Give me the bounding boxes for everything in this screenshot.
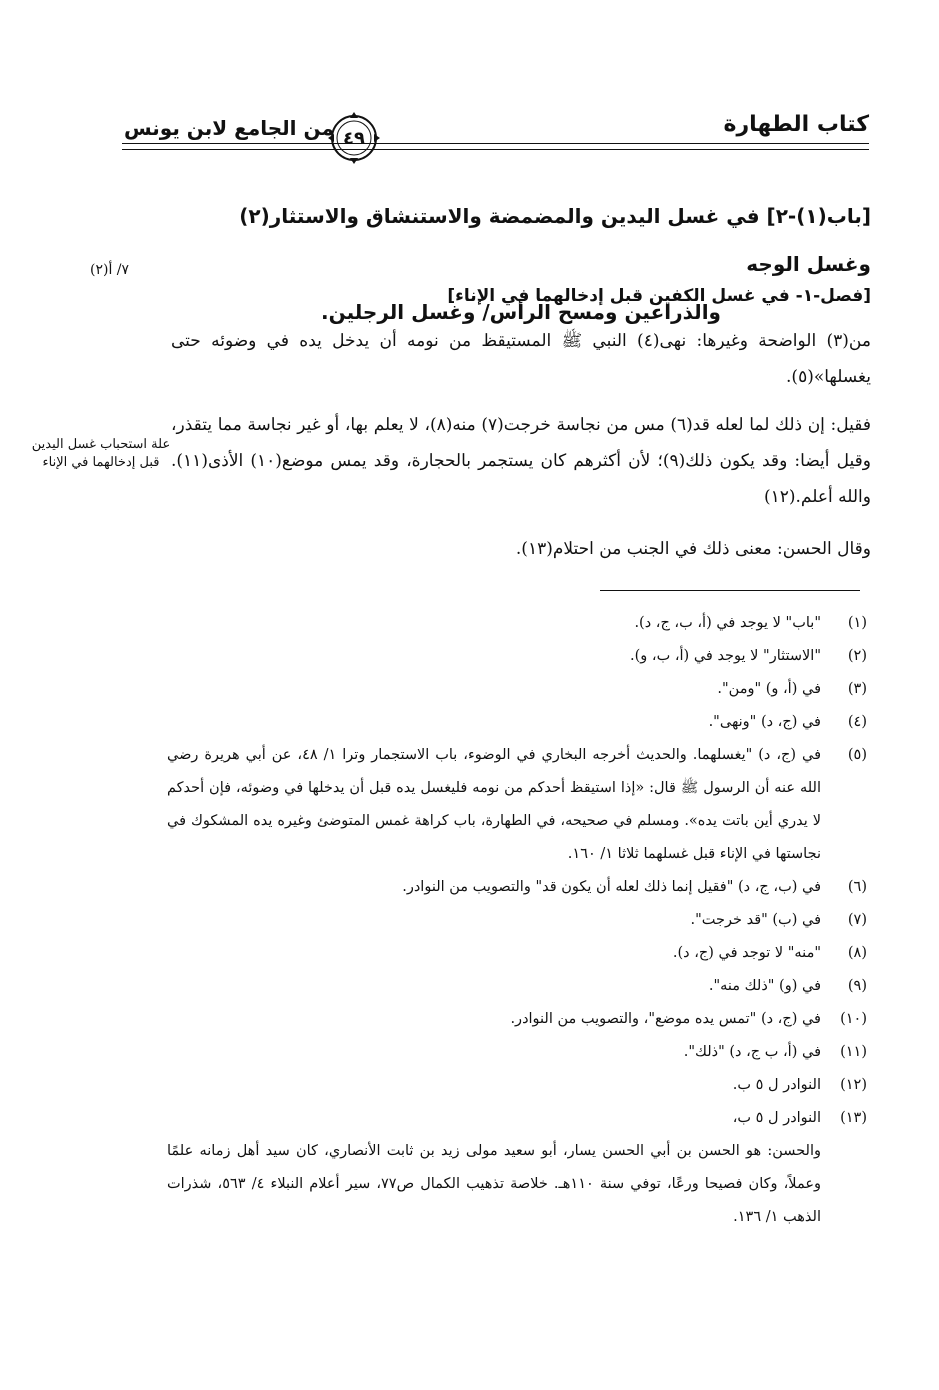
footnote-separator — [600, 590, 860, 591]
footnote-item — [167, 607, 867, 640]
footnote-text: في (أ، و) "ومن". — [717, 681, 821, 697]
footnote-number: (٣) — [847, 681, 867, 697]
body-paragraph: وقال الحسن: معنى ذلك في الجنب من احتلام(١٣). — [515, 539, 871, 559]
footnote-item — [167, 1069, 867, 1102]
footnote-text: في (ب) "قد خرجت". — [690, 912, 821, 928]
footnote-text: النوادر ل ٥ ب. — [732, 1077, 821, 1093]
footnote-item — [167, 904, 867, 937]
footnote-item — [167, 970, 867, 1003]
footnote-number: (١٢) — [840, 1077, 867, 1093]
footnote-number: (٥) — [847, 747, 867, 763]
page-number: ٤٩ — [343, 127, 365, 149]
body-paragraph: من(٣) الواضحة وغيرها: نهى(٤) النبي ﷺ المستيقظ من نومه أن يدخل يده في وضوئه حتى يغسلها»(٥). — [171, 331, 871, 387]
footnote-item — [167, 1003, 867, 1036]
footnotes — [167, 607, 867, 1234]
footnote-text: النوادر ل ٥ ب، — [732, 1110, 821, 1126]
footnote-number: (١) — [847, 615, 867, 631]
page-number-medallion — [326, 110, 382, 166]
footnote-number: (٦) — [847, 879, 867, 895]
footnote-item — [167, 937, 867, 970]
chapter-heading — [171, 192, 871, 336]
footnote-item — [167, 871, 867, 904]
footnote-text: في (أ، ب ج، د) "ذلك". — [683, 1044, 821, 1060]
footnote-number: (٤) — [847, 714, 867, 730]
section-heading: [فصل-١- في غسل الكفين قبل إدخالهما في الإناء] — [447, 286, 871, 306]
footnote-text: "منه" لا توجد في (ج، د). — [672, 945, 821, 961]
chapter-heading-line-1: [باب(١)-٢] في غسل اليدين والمضمضة والاستنشاق والاستثار(٢) وغسل الوجه — [239, 204, 871, 276]
running-head-source: من الجامع لابن يونس — [124, 116, 334, 140]
footnote-text: في (ج، د) "تمس يده موضع"، والتصويب من النوادر. — [510, 1011, 821, 1027]
header-rule — [122, 149, 869, 150]
margin-note: علة استحباب غسل اليدين قبل إدخالهما في الإناء — [31, 437, 171, 470]
footnote-item — [167, 1036, 867, 1069]
footnote-number: (٩) — [847, 978, 867, 994]
footnote-item — [167, 706, 867, 739]
footnote-number: (١١) — [840, 1044, 867, 1060]
body-paragraph: فقيل: إن ذلك لما لعله قد(٦) مس من نجاسة خرجت(٧) منه(٨)، لا يعلم بها، أو غير نجاسة مما يتقذر، وقيل أيضا: وقد يكون ذلك(٩)؛ لأن أكثرهم كان يستجمر بالحجارة، وقد يمس موضع(١٠) الأذى(١١). والله أعلم.(١٢) — [171, 415, 871, 507]
footnote-number: (١٣) — [840, 1110, 867, 1126]
footnote-continuation: والحسن: هو الحسن بن أبي الحسن يسار، أبو سعيد مولى زيد بن ثابت الأنصاري، كان سيد أهل زمانه علمًا وعملاً، وكان فصيحا ورعًا، توفي سنة ١١٠هـ. خلاصة تذهيب الكمال ص٧٧، سير أعلام النبلاء ٤/ ٥٦٣، شذرات الذهب ١/ ١٣٦. — [167, 1143, 822, 1225]
footnote-item — [167, 739, 867, 871]
footnote-text: في (ج، د) "يغسلهما. والحديث أخرجه البخاري في الوضوء، باب الاستجمار وترا ١/ ٤٨، عن أبي هريرة رضي الله عنه أن الرسول ﷺ قال: «إذا استيقظ أحدكم من نومه فليغسل يده قبل أن يدخلها في وضوئه، فإن أحدكم لا يدري أين باتت يده». ومسلم في صحيحه، في الطهارة، باب كراهة غمس المتوضئ وغيره يده المشكوك في نجاستها في الإناء قبل غسلهما ثلاثا ١/ ١٦٠. — [167, 747, 821, 862]
manuscript-folio-marker: ٧/ أ(٢) — [90, 262, 130, 278]
footnote-number: (٨) — [847, 945, 867, 961]
footnote-text: "باب" لا يوجد في (أ، ب، ج، د). — [634, 615, 821, 631]
footnote-text: في (ب، ج، د) "فقيل إنما ذلك لعله أن يكون قد" والتصويب من النوادر. — [402, 879, 821, 895]
footnote-number: (٢) — [847, 648, 867, 664]
footnote-item — [167, 640, 867, 673]
book-title: كتاب الطهارة — [723, 112, 869, 137]
footnote-number: (١٠) — [840, 1011, 867, 1027]
footnote-text: "الاستثار" لا يوجد في (أ، ب، و). — [630, 648, 821, 664]
footnote-text: في (و) "ذلك منه". — [708, 978, 821, 994]
footnote-text: في (ج، د) "ونهى". — [708, 714, 821, 730]
footnote-item — [167, 673, 867, 706]
footnote-number: (٧) — [847, 912, 867, 928]
footnote-item — [167, 1102, 867, 1135]
header-rule — [122, 143, 869, 144]
chapter-heading-line-2: والذراعين ومسح الرأس/ وغسل الرجلين. — [321, 300, 721, 324]
